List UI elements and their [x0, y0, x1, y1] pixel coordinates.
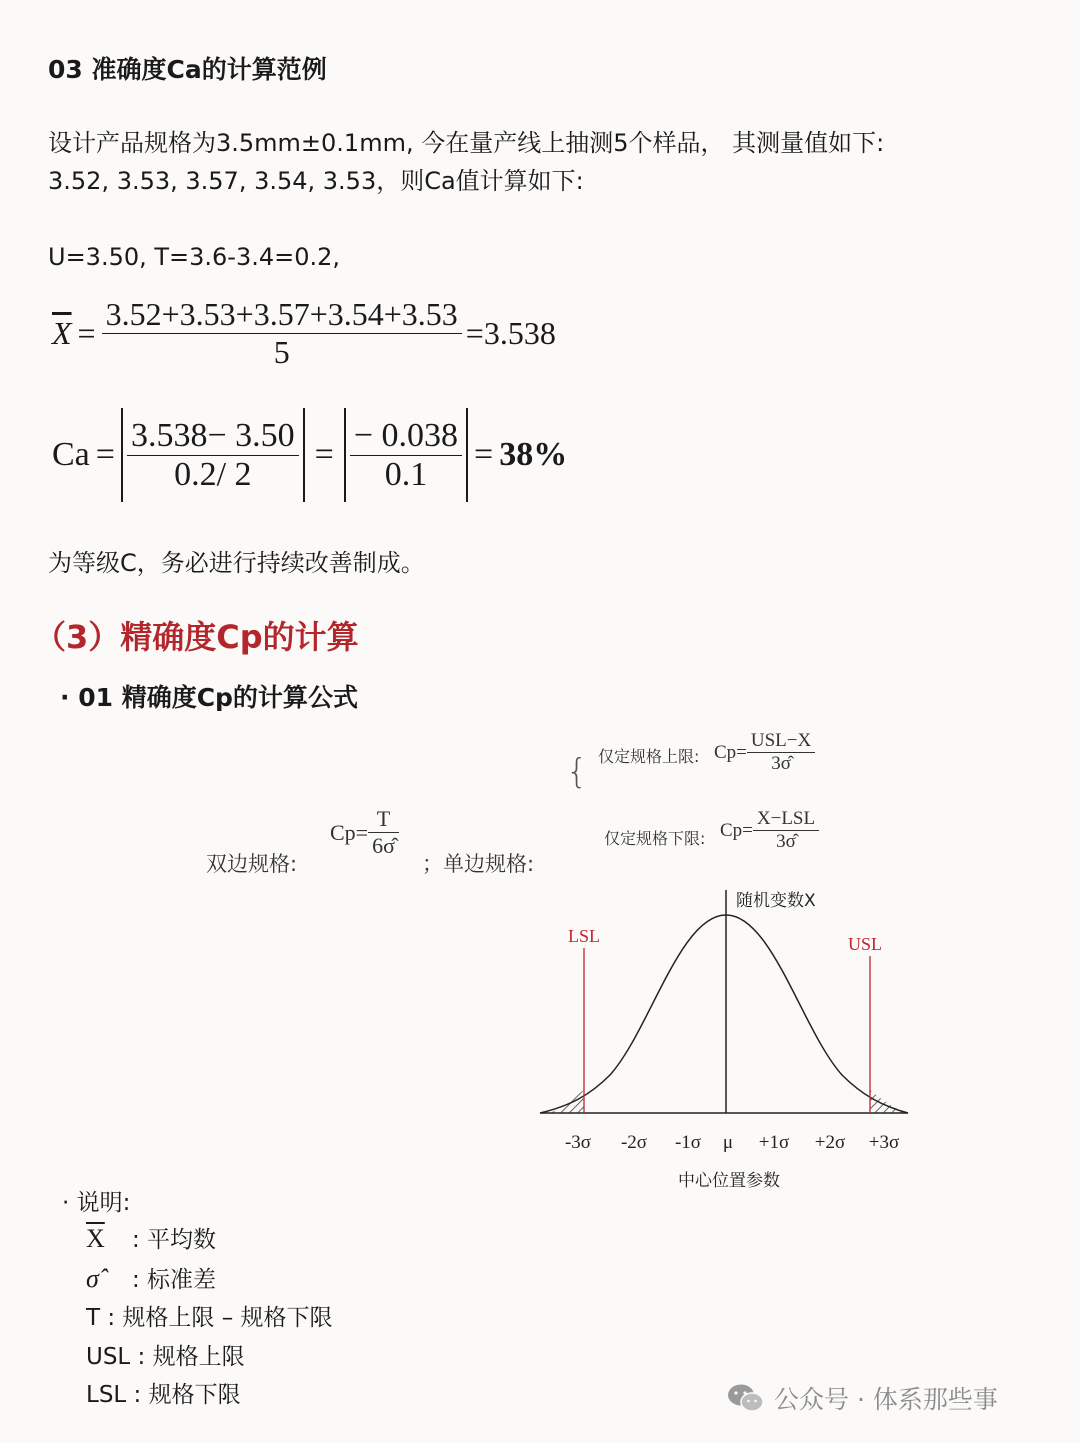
normal-curve-diagram: [530, 880, 930, 1200]
lower-spec-label: 仅定规格下限:: [604, 829, 706, 848]
usl-label: USL: [848, 934, 883, 954]
mean-symbol: $\overline{X}$: [52, 315, 72, 351]
legend-item: [86, 1338, 333, 1377]
example-title: 03 准确度Ca的计算范例: [48, 55, 327, 84]
lower-den: 3σ̂: [776, 831, 796, 852]
upper-lhs: Cp=: [714, 741, 747, 763]
ca-frac2-num: − 0.038: [353, 416, 459, 454]
ca-abs-2: [344, 408, 468, 502]
ca-frac1-num: 3.538− 3.50: [130, 416, 295, 454]
x-tick-label: +2σ: [814, 1132, 846, 1153]
double-den: 6σ̂: [372, 833, 395, 858]
mean-denominator: 5: [273, 334, 290, 370]
legend-item: [86, 1220, 333, 1260]
mean-formula: $\overline{X}$ = $\frac{3.52+3.53+3.57+3.54+3.53}{5}$ =3.538: [52, 296, 556, 370]
legend-item: [86, 1299, 333, 1338]
watermark-text: 公众号 · 体系那些事: [774, 1385, 998, 1414]
double-num: T: [376, 806, 391, 831]
wechat-icon: [726, 1382, 766, 1414]
x-tick-label: μ: [722, 1132, 734, 1153]
lower-num: X−LSL: [756, 808, 816, 829]
double-lhs: Cp=: [330, 819, 369, 845]
legend-text: : 标准差: [132, 1266, 217, 1293]
cp-heading: （3）精确度Cp的计算: [34, 618, 359, 656]
mean-fraction: [102, 296, 462, 371]
x-tick-label: -1σ: [674, 1132, 702, 1153]
single-spec-label: ；单边规格:: [422, 852, 535, 876]
legend-text: T : 规格上限 – 规格下限: [86, 1305, 333, 1331]
ca-symbol: Ca: [52, 436, 90, 473]
double-spec-label: 双边规格:: [206, 852, 298, 876]
upper-spec-label: 仅定规格上限:: [598, 747, 700, 766]
x-ticks: [565, 1132, 899, 1153]
x-tick-label: +1σ: [758, 1132, 790, 1153]
mean-result: =3.538: [465, 315, 556, 351]
ca-result: 38%: [499, 436, 568, 473]
upper-den: 3σ̂: [771, 753, 791, 774]
lower-lhs: Cp=: [720, 819, 753, 841]
ca-formula: Ca = $\frac{3.538- 3.50}{0.2/ 2}$ = $\frac{- 0.038}{0.1}$ = 38%: [52, 408, 567, 502]
upper-num: USL−X: [750, 730, 812, 751]
example-line-1: 设计产品规格为3.5mm±0.1mm, 今在量产线上抽测5个样品， 其测量值如下:: [48, 129, 885, 157]
double-spec-formula: [330, 806, 399, 859]
mean-numerator: 3.52+3.53+3.57+3.54+3.53: [105, 296, 458, 332]
ca-frac1-den: 0.2/ 2: [174, 455, 252, 493]
x-tick-label: +3σ: [868, 1132, 900, 1153]
legend-text: : 平均数: [132, 1227, 217, 1253]
lower-spec-formula: [720, 808, 819, 853]
x-tick-label: -2σ: [620, 1132, 648, 1153]
x-tick-label: -3σ: [564, 1132, 592, 1153]
lsl-label: LSL: [568, 926, 601, 946]
watermark: [726, 1380, 998, 1416]
legend-heading: · 说明:: [62, 1190, 131, 1216]
legend-item: [86, 1376, 333, 1415]
ca-frac2-den: 0.1: [384, 455, 428, 493]
cp-subheading: · 01 精确度Cp的计算公式: [60, 683, 358, 712]
legend-text: USL : 规格上限: [86, 1343, 245, 1370]
legend-list: [86, 1220, 333, 1415]
example-line-3: U=3.50, T=3.6-3.4=0.2,: [48, 243, 341, 271]
legend-symbol: $\overline{X}$: [86, 1224, 105, 1253]
variable-label: 随机变数X: [736, 891, 816, 911]
legend-text: LSL : 规格下限: [86, 1382, 241, 1408]
x-axis-title: 中心位置参数: [678, 1171, 780, 1191]
example-conclusion: 为等级C，务必进行持续改善制成。: [48, 549, 425, 577]
upper-spec-formula: [714, 730, 815, 775]
ca-abs-1: [121, 408, 305, 502]
example-line-2: 3.52, 3.53, 3.57, 3.54, 3.53，则Ca值计算如下:: [48, 167, 584, 195]
legend-item: [86, 1260, 333, 1300]
brace: {: [566, 752, 588, 792]
legend-symbol: σ̂: [86, 1263, 99, 1293]
usl-tail: [870, 1090, 908, 1113]
